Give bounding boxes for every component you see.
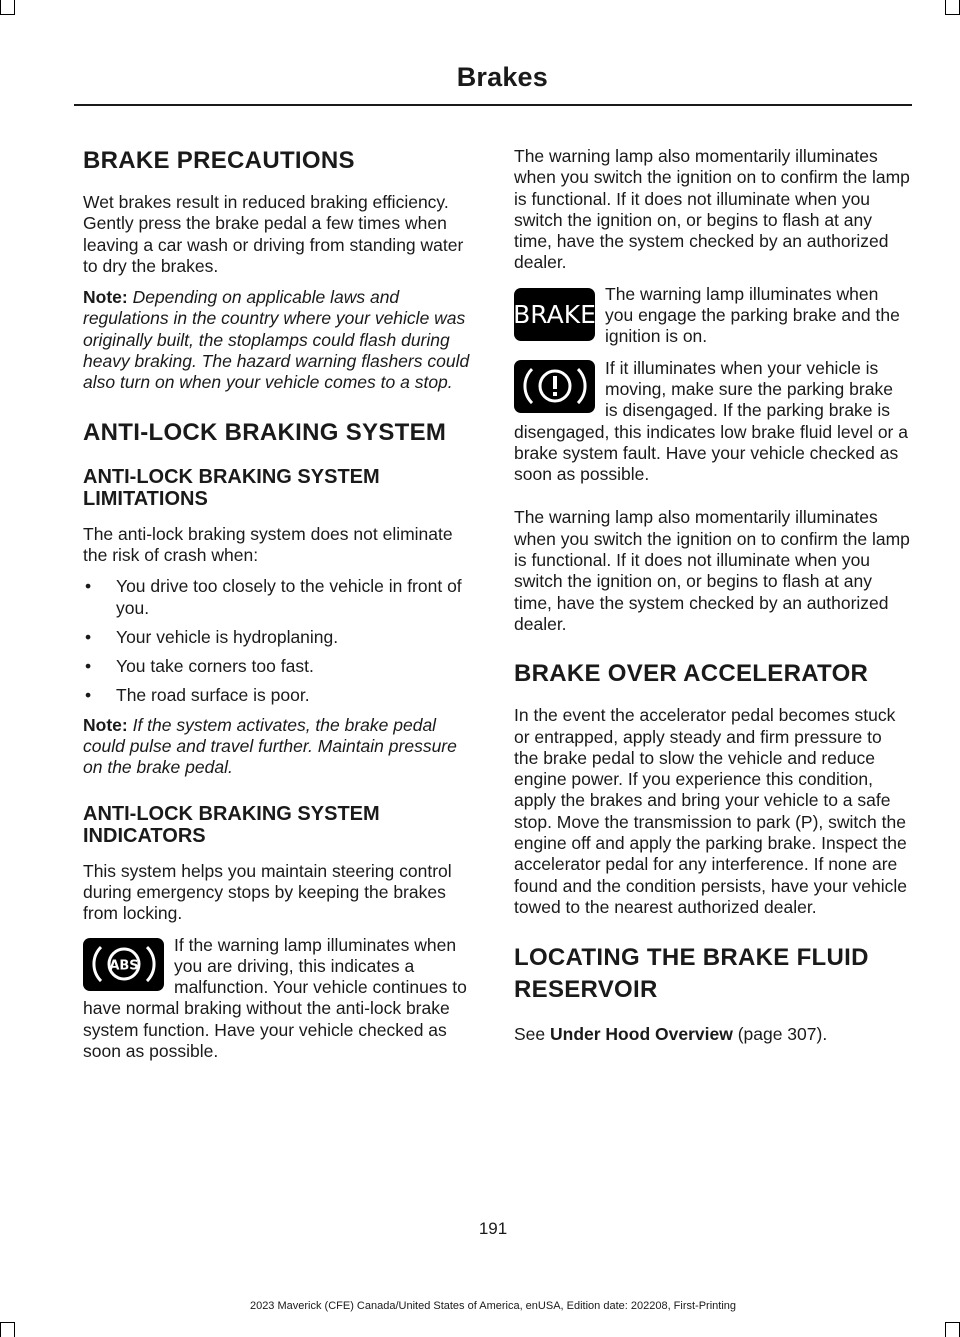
section-heading-anti-lock: ANTI-LOCK BRAKING SYSTEM <box>83 418 447 446</box>
note-text: Depending on applicable laws and regulations in the country where your vehicle was originally built, the stoplamps could flash during heavy braking. The hazard warning flashers could also turn on when your vehicle comes to a stop. <box>83 287 470 393</box>
section-heading-brake-fluid-reservoir: LOCATING THE BRAKE FLUID RESERVOIR <box>514 944 869 1004</box>
page-header-title: Brakes <box>456 62 548 92</box>
under-hood-overview-link[interactable]: Under Hood Overview <box>550 1024 733 1045</box>
crop-mark <box>945 1322 960 1323</box>
note-pedal-pulse <box>83 715 475 779</box>
abs-icon-label: ABS <box>108 958 139 974</box>
crop-mark <box>14 0 15 14</box>
subheading-abs-limitations: ANTI-LOCK BRAKING SYSTEM LIMITATIONS <box>83 465 380 510</box>
brake-lamp-description: The warning lamp illuminates when you engage the parking brake and the ignition is on. <box>605 283 900 347</box>
see-prefix: See <box>514 1024 550 1045</box>
crop-mark <box>0 1322 15 1323</box>
right-column <box>514 146 910 1056</box>
crop-mark <box>945 1323 946 1337</box>
abs-warning-icon <box>83 938 164 991</box>
limitations-list <box>83 576 475 706</box>
edition-footer: 2023 Maverick (CFE) Canada/United States of America, enUSA, Edition date: 202208, First-Printing <box>249 1300 737 1312</box>
see-reference <box>514 1024 910 1045</box>
brake-icon-label: BRAKE <box>513 299 596 329</box>
precautions-paragraph: Wet brakes result in reduced braking efficiency. Gently press the brake pedal a few times when leaving a car wash or driving from standing water to dry the brakes. <box>83 192 464 276</box>
left-column <box>83 146 475 1072</box>
lamp-momentary-paragraph: The warning lamp also momentarily illuminates when you switch the ignition on to confirm the lamp is functional. If it does not illuminate when you switch the ignition on, or begins to flash at any time, have the system checked by an authorized dealer. <box>514 146 910 273</box>
see-suffix: (page 307). <box>732 1024 828 1045</box>
brake-over-accelerator-paragraph: In the event the accelerator pedal becomes stuck or entrapped, apply steady and firm pressure to the brake pedal to slow the vehicle and reduce engine power. If you experience this condition, apply the brakes and bring your vehicle to a safe stop. Move the transmission to park (P), switch the engine off and apply the parking brake. Inspect the accelerator pedal for any interference. If none are found and the condition persists, have your vehicle towed to the nearest authorized dealer. <box>514 705 908 917</box>
indicators-intro: This system helps you maintain steering control during emergency stops by keeping the brakes from locking. <box>83 860 452 924</box>
list-item: • Your vehicle is hydroplaning. <box>83 627 475 648</box>
note-label: Note: <box>83 714 128 735</box>
brake-circle-warning-icon <box>514 360 595 413</box>
lamp-momentary-paragraph-2: The warning lamp also momentarily illuminates when you switch the ignition on to confirm the lamp is functional. If it does not illuminate when you switch the ignition on, or begins to flash at any time, have the system checked by an authorized dealer. <box>514 507 910 634</box>
limitations-intro: The anti-lock braking system does not eliminate the risk of crash when: <box>83 523 453 565</box>
subheading-abs-indicators: ANTI-LOCK BRAKING SYSTEM INDICATORS <box>83 802 380 847</box>
brake-warning-icon <box>514 288 595 341</box>
header-divider <box>74 104 912 106</box>
section-heading-brake-precautions: BRAKE PRECAUTIONS <box>83 147 355 174</box>
crop-mark <box>0 14 15 15</box>
list-item: • You drive too closely to the vehicle in front of you. <box>83 576 475 619</box>
crop-mark <box>14 1323 15 1337</box>
list-item: • The road surface is poor. <box>83 685 475 706</box>
note-stoplamps <box>83 287 475 393</box>
crop-mark <box>0 0 1 14</box>
page-number: 191 <box>478 1219 508 1238</box>
abs-lamp-description: If the warning lamp illuminates when you are driving, this indicates a malfunction. Your vehicle continues to have normal braking without the anti-lock brake system function. Have your vehicle checked as soon as possible. <box>83 934 467 1062</box>
brake-moving-description: If it illuminates when your vehicle is moving, make sure the parking brake is disengaged. If the parking brake is disengaged, this indicates low brake fluid level or a brake system fault. Have your vehicle checked as soon as possible. <box>514 357 908 485</box>
list-item: • You take corners too fast. <box>83 656 475 677</box>
crop-mark <box>945 0 946 14</box>
note-text: If the system activates, the brake pedal could pulse and travel further. Maintain pressure on the brake pedal. <box>83 714 457 778</box>
section-heading-brake-over-accelerator: BRAKE OVER ACCELERATOR <box>514 660 869 688</box>
crop-mark <box>0 1323 1 1337</box>
crop-mark <box>945 14 960 15</box>
note-label: Note: <box>83 287 128 308</box>
